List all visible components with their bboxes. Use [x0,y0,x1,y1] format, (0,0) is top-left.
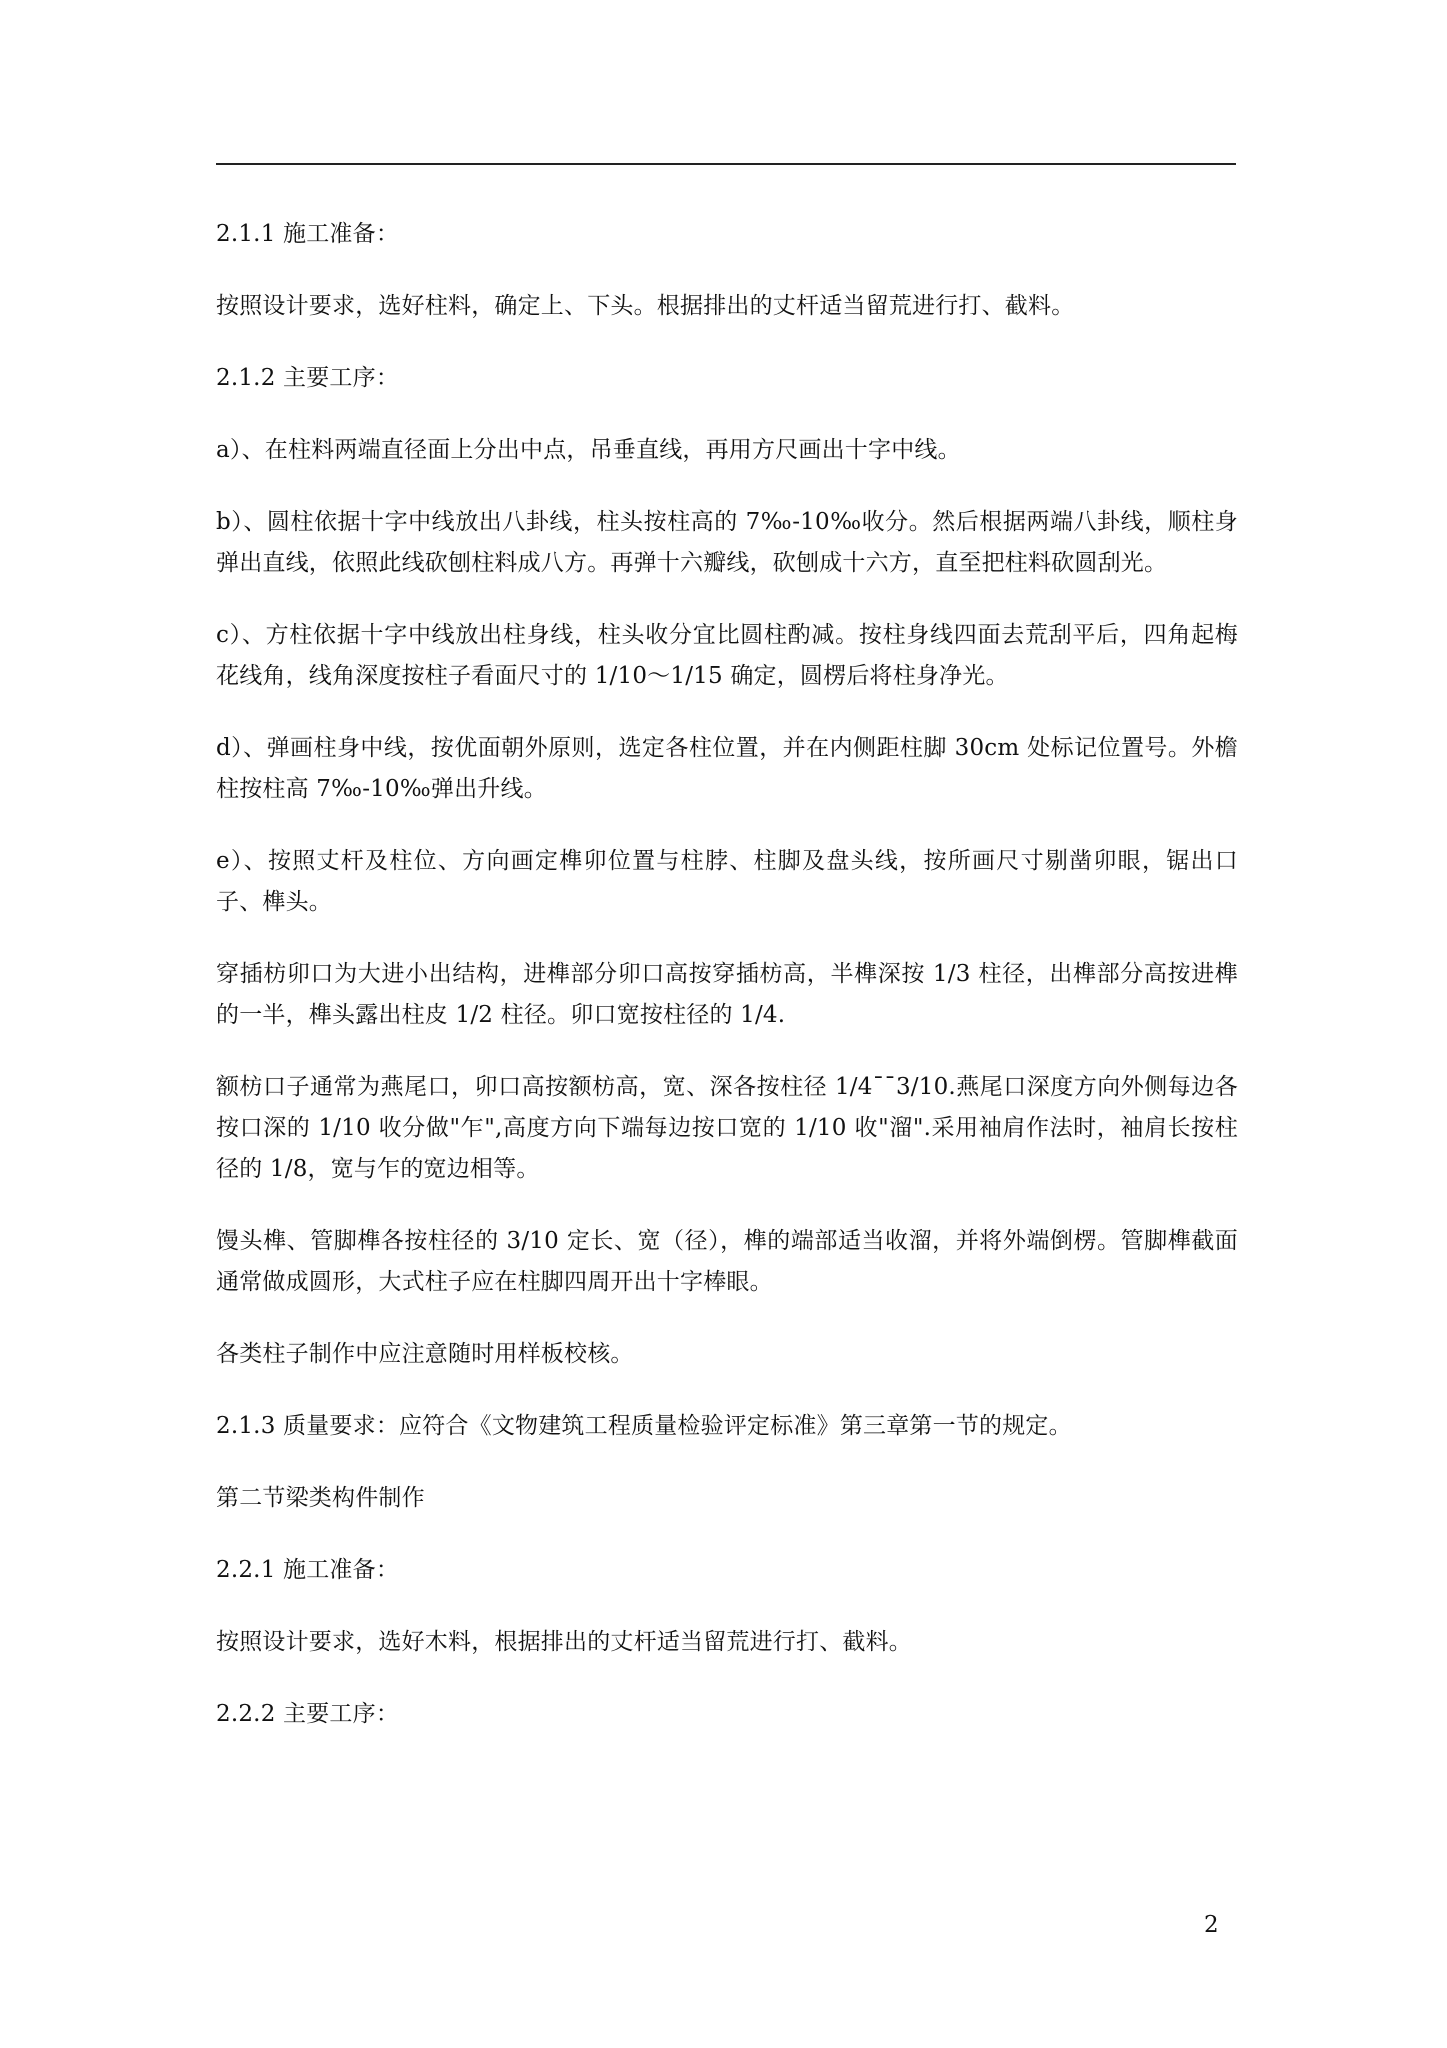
section-heading-2-1-1: 2.1.1 施工准备： [216,221,400,247]
header-rule [216,163,1236,165]
paragraph: 穿插枋卯口为大进小出结构，进榫部分卯口高按穿插枋高，半榫深按 1/3 柱径，出榫部分高按进榫的一半，榫头露出柱皮 1/2 柱径。卯口宽按柱径的 1/4. [216,961,1238,1028]
section-heading-2-1-2: 2.1.2 主要工序： [216,365,400,391]
list-item-b: b）、圆柱依据十字中线放出八卦线，柱头按柱高的 7‰-10‰收分。然后根据两端八卦线，顺柱身弹出直线，依照此线砍刨柱料成八方。再弹十六瓣线，砍刨成十六方，直至把柱料砍圆刮光。 [216,509,1238,576]
paragraph: 馒头榫、管脚榫各按柱径的 3/10 定长、宽（径），榫的端部适当收溜，并将外端倒楞。管脚榫截面通常做成圆形，大式柱子应在柱脚四周开出十字棒眼。 [216,1228,1238,1295]
paragraph: 各类柱子制作中应注意随时用样板校核。 [216,1341,634,1367]
list-item-c: c）、方柱依据十字中线放出柱身线，柱头收分宜比圆柱酌减。按柱身线四面去荒刮平后，四角起梅花线角，线角深度按柱子看面尺寸的 1/10～1/15 确定，圆楞后将柱身净光。 [216,622,1238,689]
section-heading-2-2-1: 2.2.1 施工准备： [216,1557,400,1583]
section-heading-2-2-2: 2.2.2 主要工序： [216,1701,400,1727]
paragraph: 按照设计要求，选好柱料，确定上、下头。根据排出的丈杆适当留荒进行打、截料。 [216,293,1075,319]
paragraph: 按照设计要求，选好木料，根据排出的丈杆适当留荒进行打、截料。 [216,1629,912,1655]
section-heading-2-1-3: 2.1.3 质量要求：应符合《文物建筑工程质量检验评定标准》第三章第一节的规定。 [216,1413,1072,1439]
section-title: 第二节梁类构件制作 [216,1485,425,1511]
list-item-d: d）、弹画柱身中线，按优面朝外原则，选定各柱位置，并在内侧距柱脚 30cm 处标记位置号。外檐柱按柱高 7‰-10‰弹出升线。 [216,735,1238,802]
document-body [216,214,1238,1766]
list-item-a: a）、在柱料两端直径面上分出中点，吊垂直线，再用方尺画出十字中线。 [216,437,961,463]
list-item-e: e）、按照丈杆及柱位、方向画定榫卯位置与柱脖、柱脚及盘头线，按所画尺寸剔凿卯眼，锯出口子、榫头。 [216,848,1238,915]
page-number: 2 [1204,1912,1219,1938]
paragraph: 额枋口子通常为燕尾口，卯口高按额枋高，宽、深各按柱径 1/4¯¯3/10.燕尾口深度方向外侧每边各按口深的 1/10 收分做"乍",高度方向下端每边按口宽的 1/10 收"溜".采用袖肩作法时，袖肩长按柱径的 1/8，宽与乍的宽边相等。 [216,1074,1238,1182]
